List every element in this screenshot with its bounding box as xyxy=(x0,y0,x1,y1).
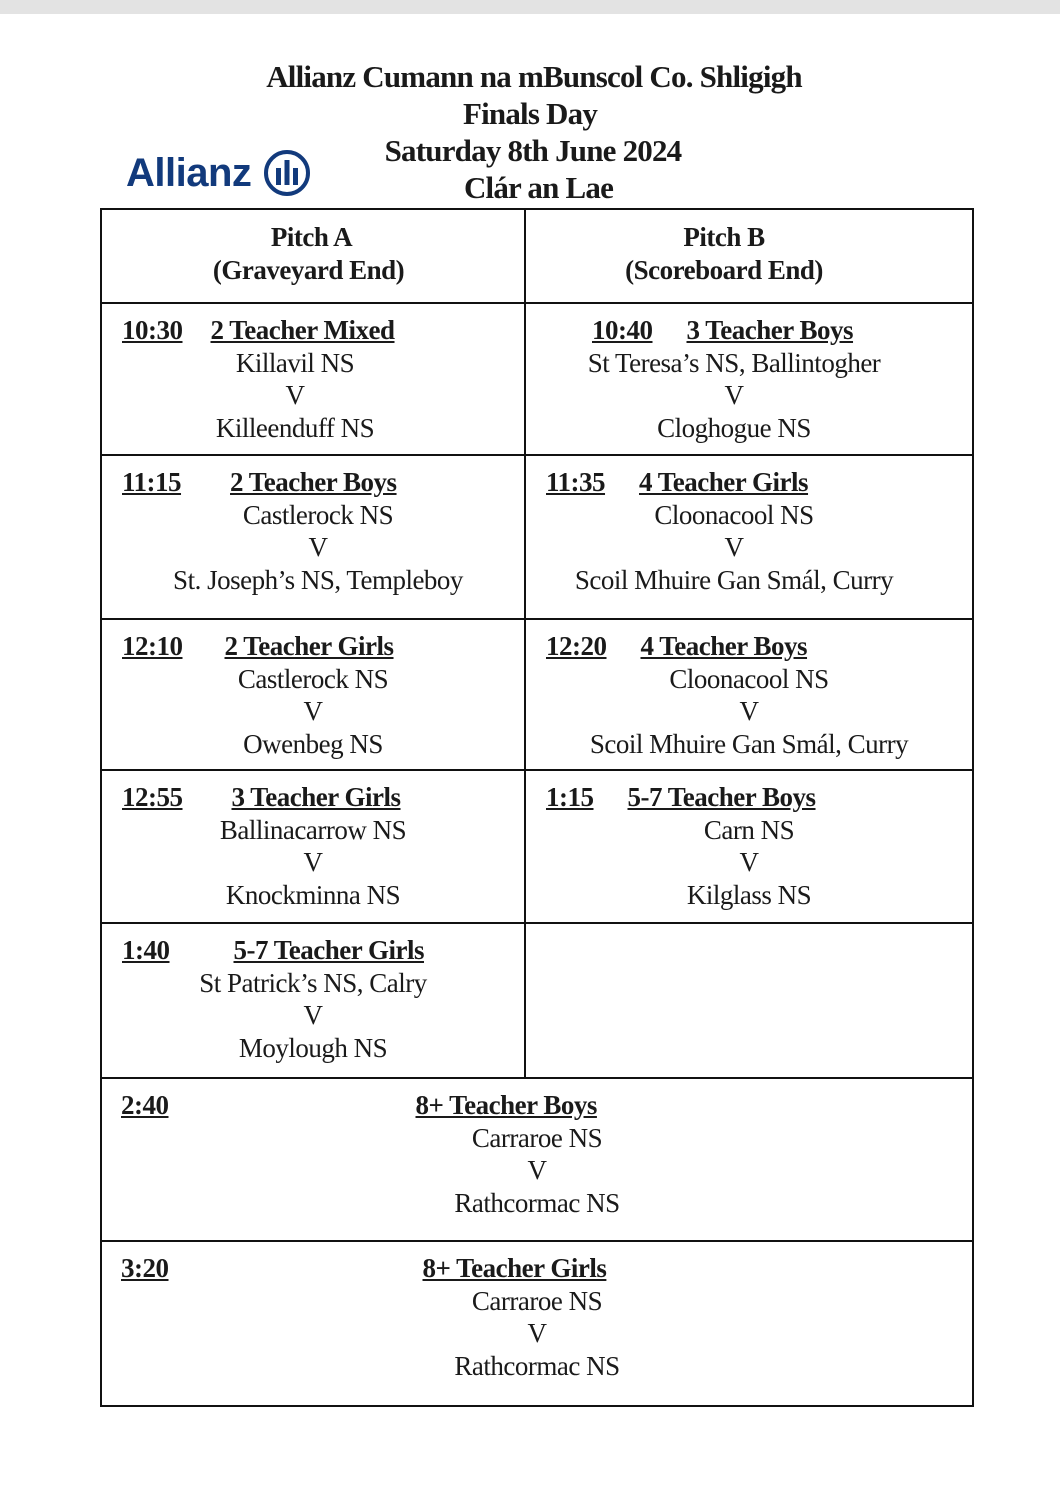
allianz-eagle-circle-icon xyxy=(263,149,311,197)
match-teams xyxy=(102,967,524,1065)
match-title xyxy=(526,456,972,499)
team-1: Carraroe NS xyxy=(471,1285,603,1316)
match-cell xyxy=(101,303,525,455)
header-title: Allianz Cumann na mBunscol Co. Shligigh xyxy=(266,59,802,94)
top-bar xyxy=(0,0,1060,14)
match-time: 12:20 xyxy=(546,631,607,661)
match-teams xyxy=(102,814,524,912)
schedule-table xyxy=(100,208,974,1407)
match-cell xyxy=(525,455,973,619)
pitch-a-name: Pitch A xyxy=(270,222,353,252)
table-row xyxy=(101,455,973,619)
match-title xyxy=(526,771,972,814)
match-cell xyxy=(525,770,973,923)
match-teams xyxy=(526,499,972,597)
match-category: 2 Teacher Girls xyxy=(224,631,394,661)
match-teams xyxy=(102,347,524,445)
match-category: 5-7 Teacher Boys xyxy=(627,782,816,812)
match-time: 3:20 xyxy=(121,1253,169,1283)
match-time: 10:30 xyxy=(122,315,183,345)
versus: V xyxy=(303,847,323,877)
empty-cell xyxy=(525,923,973,1078)
team-1: St Patrick’s NS, Calry xyxy=(199,967,427,998)
versus: V xyxy=(724,532,744,562)
match-teams xyxy=(526,663,972,761)
versus: V xyxy=(308,532,328,562)
match-teams xyxy=(102,499,524,597)
versus: V xyxy=(527,1155,547,1185)
versus: V xyxy=(724,380,744,410)
team-2: Owenbeg NS xyxy=(243,728,383,759)
match-title xyxy=(526,620,972,663)
team-2: Cloghogue NS xyxy=(657,412,811,443)
team-2: Killeenduff NS xyxy=(215,412,375,443)
pitch-b-sub: (Scoreboard End) xyxy=(625,254,823,285)
team-2: Scoil Mhuire Gan Smál, Curry xyxy=(589,728,909,759)
pitch-a-header xyxy=(101,209,525,303)
match-time: 11:35 xyxy=(546,467,606,497)
team-1: Carraroe NS xyxy=(471,1122,603,1153)
pitch-b-name: Pitch B xyxy=(683,222,765,252)
match-time: 10:40 xyxy=(592,315,653,345)
match-category: 2 Teacher Mixed xyxy=(210,315,395,345)
team-1: Carn NS xyxy=(703,814,795,845)
table-row xyxy=(101,770,973,923)
versus: V xyxy=(527,1318,547,1348)
team-2: Knockminna NS xyxy=(225,879,401,910)
header-subtitle: Finals Day xyxy=(462,96,598,131)
team-1: Ballinacarrow NS xyxy=(219,814,407,845)
match-teams xyxy=(526,814,972,912)
match-cell xyxy=(101,455,525,619)
header-date: Saturday 8th June 2024 xyxy=(384,133,682,168)
match-time: 12:55 xyxy=(122,782,183,812)
match-teams xyxy=(526,347,972,445)
match-category: 4 Teacher Girls xyxy=(639,467,809,497)
team-1: Killavil NS xyxy=(235,347,355,378)
team-1: Cloonacool NS xyxy=(654,499,814,530)
match-category: 5-7 Teacher Girls xyxy=(233,935,424,965)
team-2: Rathcormac NS xyxy=(454,1187,620,1218)
match-teams xyxy=(102,1122,972,1220)
match-time: 1:40 xyxy=(122,935,170,965)
logo-text: Allianz xyxy=(126,150,252,195)
match-category: 3 Teacher Girls xyxy=(231,782,401,812)
match-time: 2:40 xyxy=(121,1090,169,1120)
header-programme: Clár an Lae xyxy=(463,170,614,205)
team-2: Kilglass NS xyxy=(686,879,812,910)
match-title xyxy=(102,1079,972,1122)
match-teams xyxy=(102,663,524,761)
table-row xyxy=(101,303,973,455)
match-title xyxy=(102,304,524,347)
match-cell xyxy=(525,619,973,770)
match-title xyxy=(526,304,972,347)
team-2: Scoil Mhuire Gan Smál, Curry xyxy=(574,564,894,595)
team-1: St Teresa’s NS, Ballintogher xyxy=(587,347,881,378)
match-category: 3 Teacher Boys xyxy=(686,315,854,345)
match-category: 8+ Teacher Girls xyxy=(422,1253,607,1283)
match-title xyxy=(102,620,524,663)
match-cell xyxy=(101,619,525,770)
team-1: Castlerock NS xyxy=(237,663,389,694)
match-time: 12:10 xyxy=(122,631,183,661)
match-cell xyxy=(101,770,525,923)
match-teams xyxy=(102,1285,972,1383)
match-time: 1:15 xyxy=(546,782,594,812)
match-cell xyxy=(101,1078,973,1241)
team-1: Cloonacool NS xyxy=(669,663,829,694)
table-row xyxy=(101,923,973,1078)
versus: V xyxy=(303,1000,323,1030)
pitch-b-header xyxy=(525,209,973,303)
team-2: St. Joseph’s NS, Templeboy xyxy=(173,564,463,595)
match-title xyxy=(102,771,524,814)
pitch-a-sub: (Graveyard End) xyxy=(212,254,405,285)
table-row xyxy=(101,619,973,770)
match-cell xyxy=(525,303,973,455)
match-category: 2 Teacher Boys xyxy=(230,467,397,497)
match-title xyxy=(102,924,524,967)
allianz-logo xyxy=(126,146,311,200)
versus: V xyxy=(739,847,759,877)
match-title xyxy=(102,456,524,499)
match-time: 11:15 xyxy=(122,467,182,497)
versus: V xyxy=(739,696,759,726)
match-cell xyxy=(101,1241,973,1406)
team-2: Moylough NS xyxy=(238,1032,388,1063)
match-title xyxy=(102,1242,972,1285)
table-row xyxy=(101,1078,973,1241)
team-1: Castlerock NS xyxy=(242,499,394,530)
table-header-row xyxy=(101,209,973,303)
match-category: 4 Teacher Boys xyxy=(640,631,808,661)
versus: V xyxy=(285,380,305,410)
versus: V xyxy=(303,696,323,726)
match-category: 8+ Teacher Boys xyxy=(415,1090,597,1120)
match-cell xyxy=(101,923,525,1078)
table-row xyxy=(101,1241,973,1406)
team-2: Rathcormac NS xyxy=(454,1350,620,1381)
